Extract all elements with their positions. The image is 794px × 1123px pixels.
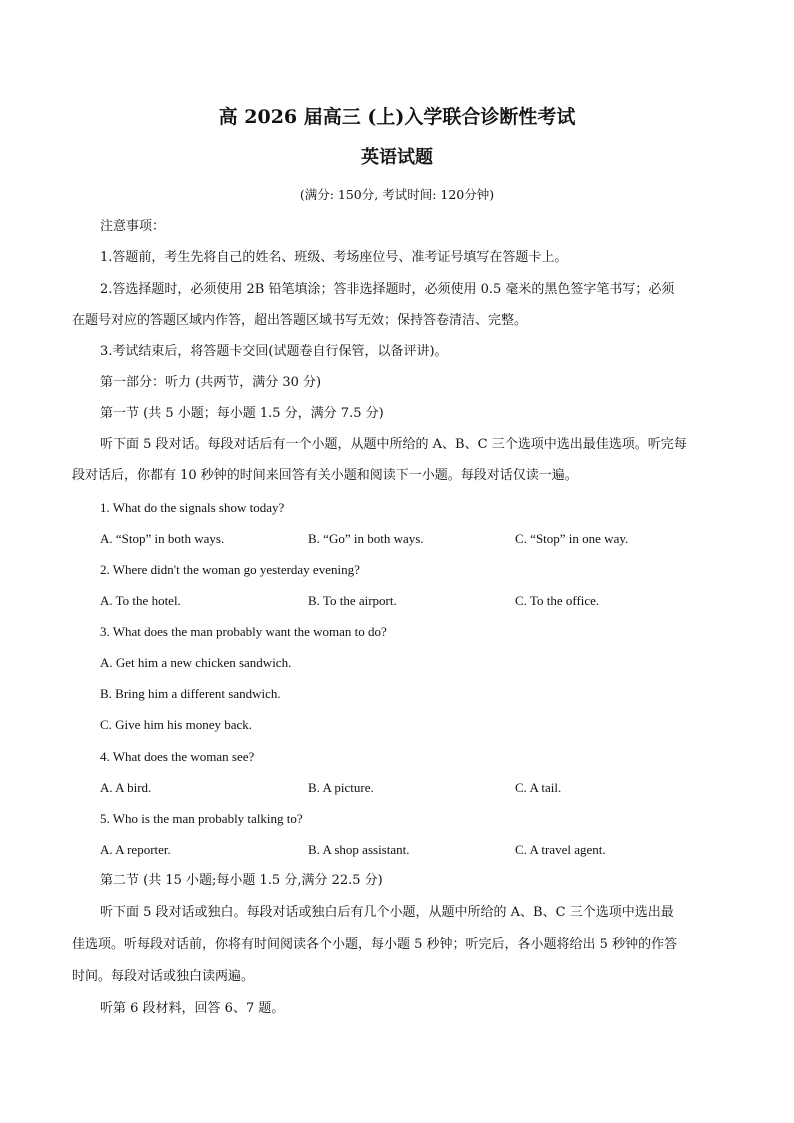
option-b: B. A shop assistant. — [308, 842, 410, 857]
section2-heading: 第二节 (共 15 小题;每小题 1.5 分,满分 22.5 分) — [100, 873, 383, 888]
option-c: C. “Stop” in one way. — [515, 531, 629, 546]
option-a: A. “Stop” in both ways. — [100, 531, 225, 546]
instruction-item-1: 1.答题前，考生先将自己的姓名、班级、考场座位号、准考证号填写在答题卡上。 — [100, 250, 568, 265]
option-c: C. To the office. — [515, 593, 600, 608]
section1-directions-line-1: 听下面 5 段对话。每段对话后有一个小题，从题中所给的 A、B、C 三个选项中选出最佳选项。听完每 — [100, 437, 687, 452]
question-stem: 1. What do the signals show today? — [100, 500, 285, 515]
option-b: B. A picture. — [308, 780, 374, 795]
option-a: A. To the hotel. — [100, 593, 181, 608]
option-a: A. Get him a new chicken sandwich. — [100, 655, 292, 670]
question-stem: 2. Where didn't the woman go yesterday evening? — [100, 562, 360, 577]
section1-heading: 第一节 (共 5 小题；每小题 1.5 分，满分 7.5 分) — [100, 406, 384, 421]
section2-directions-line-1: 听下面 5 段对话或独白。每段对话或独白后有几个小题，从题中所给的 A、B、C 三个选项中选出最 — [100, 905, 674, 920]
instruction-item-3: 3.考试结束后，将答题卡交回(试题卷自行保管，以备评讲)。 — [100, 344, 448, 359]
option-b: B. Bring him a different sandwich. — [100, 686, 281, 701]
option-a: A. A bird. — [100, 780, 152, 795]
option-b: B. “Go” in both ways. — [308, 531, 424, 546]
subject-title: 英语试题 — [361, 147, 433, 168]
instruction-item-2-line-2: 在题号对应的答题区域内作答，超出答题区域书写无效；保持答卷清洁、完整。 — [72, 313, 528, 328]
instructions-heading: 注意事项： — [100, 219, 166, 234]
section2-directions-line-3: 时间。每段对话或独白读两遍。 — [72, 969, 255, 984]
option-c: C. Give him his money back. — [100, 717, 253, 732]
option-a: A. A reporter. — [100, 842, 171, 857]
question-stem: 3. What does the man probably want the woman to do? — [100, 624, 387, 639]
part1-heading: 第一部分：听力 (共两节，满分 30 分) — [100, 375, 322, 390]
instruction-item-2-line-1: 2.答选择题时，必须使用 2B 铅笔填涂；答非选择题时，必须使用 0.5 毫米的黑色签字笔书写；必须 — [100, 282, 675, 297]
option-b: B. To the airport. — [308, 593, 397, 608]
score-time-note: (满分: 150分, 考试时间: 120分钟) — [299, 187, 495, 202]
material-6-instruction: 听第 6 段材料，回答 6、7 题。 — [100, 1001, 285, 1016]
exam-title: 高 2026 届高三 (上)入学联合诊断性考试 — [218, 106, 576, 128]
section2-directions-line-2: 佳选项。听每段对话前，你将有时间阅读各个小题，每小题 5 秒钟；听完后，各小题将给出 5 秒钟的作答 — [72, 937, 678, 952]
option-c: C. A travel agent. — [515, 842, 606, 857]
question-stem: 4. What does the woman see? — [100, 749, 255, 764]
question-stem: 5. Who is the man probably talking to? — [100, 811, 303, 826]
option-c: C. A tail. — [515, 780, 562, 795]
section1-directions-line-2: 段对话后，你都有 10 秒钟的时间来回答有关小题和阅读下一小题。每段对话仅读一遍。 — [72, 468, 578, 483]
